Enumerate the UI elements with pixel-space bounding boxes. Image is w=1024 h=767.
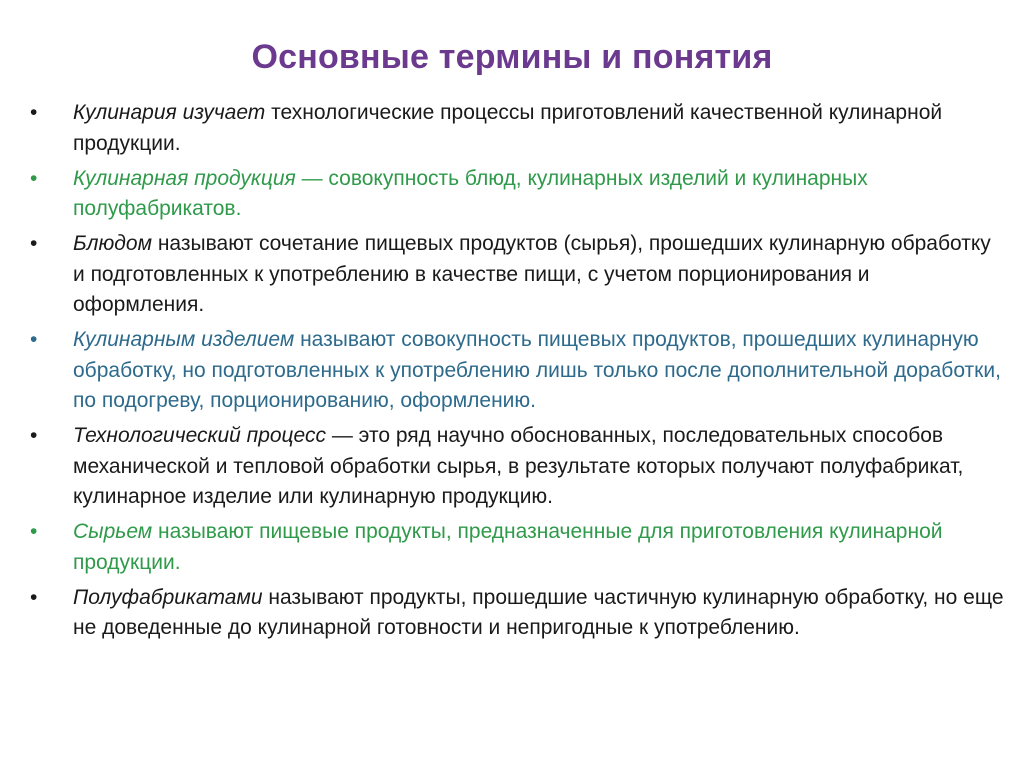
term-definition: технологические процессы приготовлений качественной кулинарной продукции. [73,101,943,155]
slide-title: Основные термины и понятия [251,38,773,76]
term-label: Блюдом [73,232,152,255]
term-label: Кулинарная продукция [73,166,296,190]
bullet-icon: • [30,328,38,351]
term-label: Полуфабрикатами [73,585,263,609]
term-item-culinary-products [30,164,1005,225]
term-definition: — это ряд научно обоснованных, последовательных способов механической и тепловой обработки сырья, в результате которых получают полуфабрикат, кулинарное изделие или кулинарную продукцию. [73,424,964,508]
bullet-icon: • [30,424,38,447]
bullet-icon: • [30,166,38,190]
term-definition: называют совокупность пищевых продуктов, прошедших кулинарную обработку, но подготовленных к употреблению лишь только после дополнительной доработки, по подогреву, порционированию, оформлению. [73,328,1001,412]
term-item-tech-process [30,421,1005,513]
term-definition: называют пищевые продукты, предназначенные для приготовления кулинарной продукции. [73,520,943,574]
term-definition: — совокупность блюд, кулинарных изделий и кулинарных полуфабрикатов. [73,166,868,220]
term-item-semi-finished [30,583,1005,644]
term-definition: называют сочетание пищевых продуктов (сырья), прошедших кулинарную обработку и подготовленных к употреблению в качестве пищи, с учетом порционирования и оформления. [73,232,991,316]
term-item-culinary-item [30,325,1005,417]
bullet-icon: • [30,232,38,255]
term-label: Кулинария изучает [73,101,266,124]
bullet-icon: • [30,101,38,124]
term-item-culinary [30,98,1005,159]
bullet-icon: • [30,520,38,543]
term-item-raw-materials [30,517,1005,578]
term-label: Технологический процесс [73,424,327,447]
term-item-dish [30,229,1005,321]
term-label: Кулинарным изделием [73,328,295,351]
term-label: Сырьем [73,520,153,543]
terms-list [30,98,1005,648]
term-definition: называют продукты, прошедшие частичную кулинарную обработку, но еще не доведенные до кулинарной готовности и непригодные к употреблению. [73,585,1004,639]
bullet-icon: • [30,585,38,609]
